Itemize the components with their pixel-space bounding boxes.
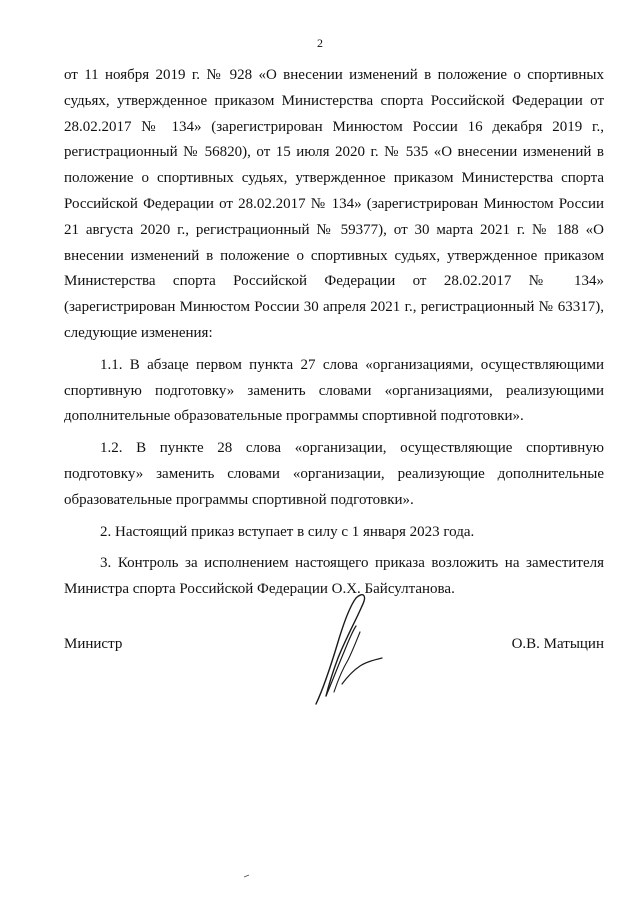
signatory-name: О.В. Матыцин	[511, 636, 604, 652]
page-number: 2	[317, 36, 323, 50]
signature-row	[64, 636, 604, 660]
scan-speck	[244, 874, 250, 878]
paragraph-item-3: 3. Контроль за исполнением настоящего приказа возложить на заместителя Министра спорта Российской Федерации О.Х. Байсултанова.	[64, 555, 604, 598]
paragraph-item-1-1: 1.1. В абзаце первом пункта 27 слова «организациями, осуществляющими спортивную подготовку» заменить словами «организациями, реализующими дополнительные образовательные программы спортивной подготовки».	[64, 356, 604, 425]
paragraph-item-1-2: 1.2. В пункте 28 слова «организации, осуществляющие спортивную подготовку» заменить словами «организации, реализующие дополнительные образовательные программы спортивной подготовки».	[64, 440, 604, 508]
document-body	[64, 63, 604, 603]
signatory-position: Министр	[64, 636, 123, 652]
paragraph-item-2: 2. Настоящий приказ вступает в силу с 1 января 2023 года.	[100, 523, 475, 540]
paragraph-continuation: от 11 ноября 2019 г. № 928 «О внесении изменений в положение о спортивных судьях, утвержденное приказом Министерства спорта Российской Федерации от 28.02.2017 № 134» (зарегистрирован Минюстом России 16 декабря 2019 г., регистрационный № 56820), от 15 июля 2020 г. № 535 «О внесении изменений в положение о спортивных судьях, утвержденное приказом Министерства спорта Российской Федерации от 28.02.2017 № 134» (зарегистрирован Минюстом России 21 августа 2020 г., регистрационный № 59377), от 30 марта 2021 г. № 188 «О внесении изменений в положение о спортивных судьях, утвержденное приказом Министерства спорта Российской Федерации от 28.02.2017 № 134» (зарегистрирован Минюстом России 30 апреля 2021 г., регистрационный № 63317), следующие изменения:	[64, 67, 604, 341]
